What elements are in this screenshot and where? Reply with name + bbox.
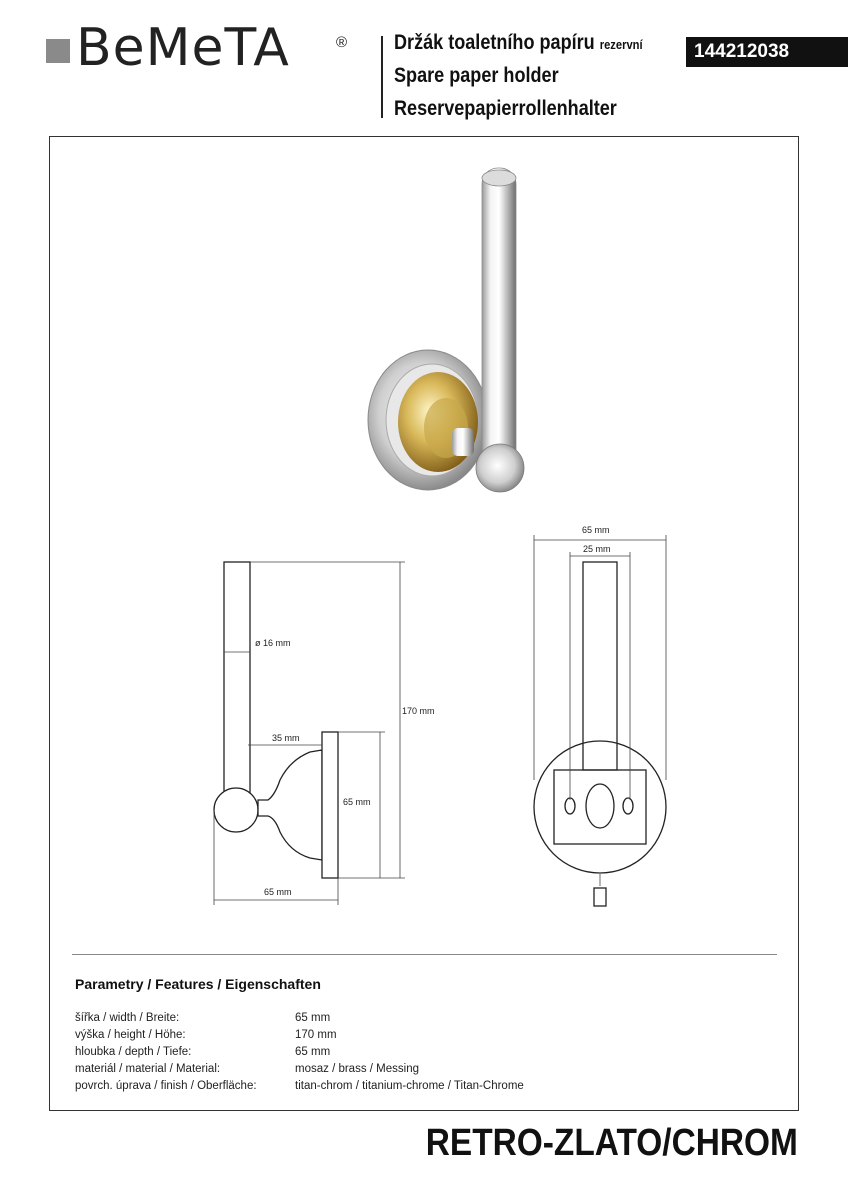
dim-total-depth: 65 mm — [264, 887, 292, 897]
feature-value: mosaz / brass / Messing — [295, 1063, 419, 1075]
feature-label: výška / height / Höhe: — [75, 1029, 186, 1041]
dim-diameter: ø 16 mm — [255, 638, 291, 648]
side-base-outline — [258, 750, 322, 860]
feature-value: 170 mm — [295, 1029, 337, 1041]
dim-front-width: 65 mm — [582, 525, 610, 535]
feature-value: 65 mm — [295, 1046, 331, 1058]
feature-label: povrch. úprava / finish / Oberfläche: — [75, 1080, 257, 1092]
title-german: Reservepapierrollenhalter — [394, 97, 617, 120]
feature-label: hloubka / depth / Tiefe: — [75, 1046, 192, 1058]
dim-total-height: 170 mm — [402, 706, 435, 716]
feature-value: titan-chrom / titanium-chrome / Titan-Chrome — [295, 1080, 524, 1092]
side-knob-outline — [214, 788, 258, 832]
side-plate-outline — [322, 732, 338, 878]
side-bar-outline — [224, 562, 250, 798]
title-english: Spare paper holder — [394, 64, 559, 87]
dim-front-inner: 25 mm — [583, 544, 611, 554]
title-czech-main: Držák toaletního papíru — [394, 31, 595, 54]
dim-arm-depth: 35 mm — [272, 733, 300, 743]
dim-base-height: 65 mm — [343, 797, 371, 807]
registered-mark: ® — [336, 34, 348, 51]
feature-label: šířka / width / Breite: — [75, 1012, 180, 1024]
product-code-badge: 144212038 — [686, 37, 848, 67]
brand-logo: BeMeTA — [76, 18, 290, 78]
title-czech-suffix: rezervní — [599, 37, 643, 52]
features-title: Parametry / Features / Eigenschaften — [75, 976, 321, 992]
feature-label: materiál / material / Material: — [75, 1063, 221, 1075]
section-divider — [72, 954, 777, 955]
front-view-outline — [534, 562, 666, 906]
finish-name-title: RETRO-ZLATO/CHROM — [425, 1122, 798, 1164]
feature-value: 65 mm — [295, 1012, 331, 1024]
